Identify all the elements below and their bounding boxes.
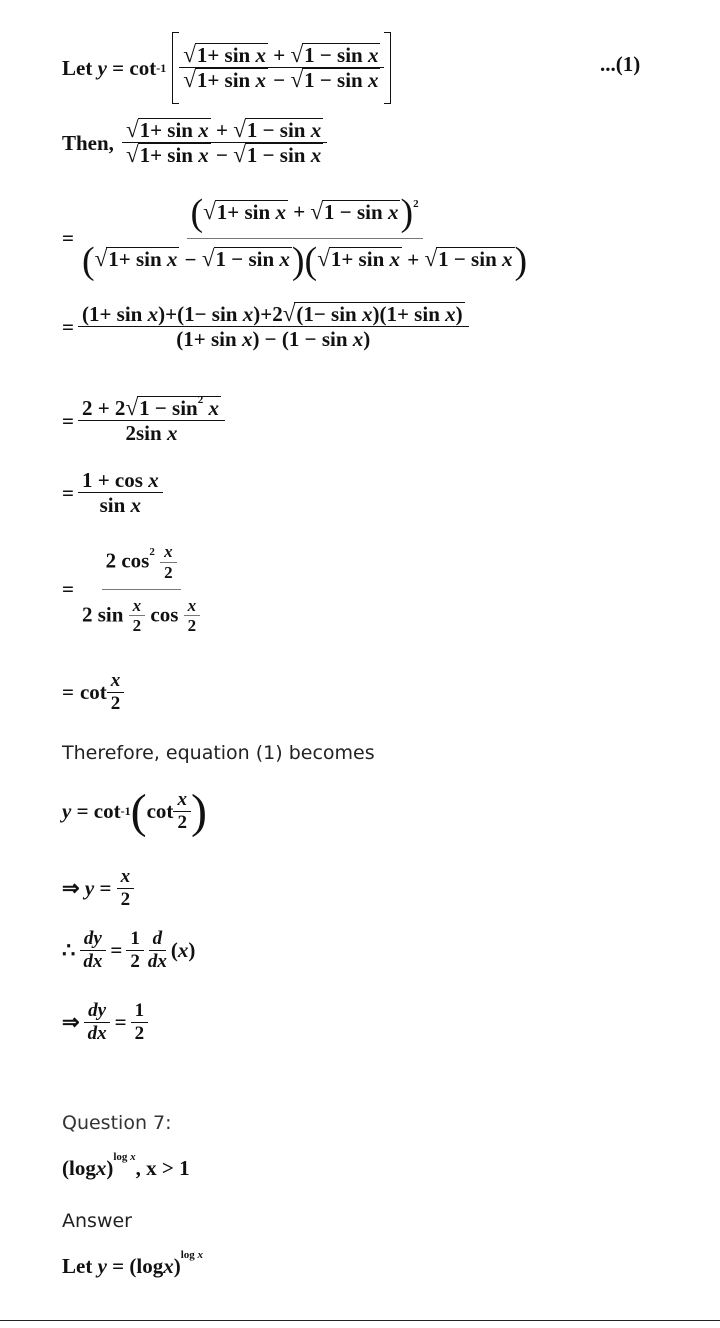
step-y-equals: ⇒ y = $\frac{x}{2}$ — [62, 866, 134, 912]
step-simplified: = 2 + 2 √ $1 - \sin^2 x$ 2sin x — [62, 396, 225, 446]
step-cos: = $\frac{\text{1 + cos x}}{\text{sin x}}$ — [62, 468, 163, 518]
equation-1: Let y = cot -1 √ 1+ sin x + √ 1 − sin x √ 1+ sin x − √ 1 − sin x — [62, 28, 391, 108]
right-bracket — [384, 32, 391, 104]
step-expanded: = (1+ sin x)+(1− sin x)+2 √ (1− sin x)(1+ sin x) (1+ sin x) − (1 − sin x) — [62, 302, 469, 352]
equation-result: y = cot -1 ( cot $\frac{x}{2}$ ) — [62, 785, 207, 838]
step-half-angle: = 2 $\cos^2$ $\frac{x}{2}$ 2 sin $\frac{x}{2}$ cos $\frac{x}{2}$ — [62, 542, 204, 637]
fraction-main: √ 1+ sin x + √ 1 − sin x √ 1+ sin x − √ 1 − sin x — [179, 43, 384, 93]
step-cot: = cot $\frac{x}{2}$ — [62, 670, 124, 716]
bottom-divider — [0, 1320, 720, 1321]
step-derivative: ∴ $\frac{dy}{dx}$ = $\frac{1}{2}$ $\frac{d}{dx}$ ( x ) — [62, 928, 196, 972]
then-label: Then, — [62, 130, 114, 155]
equation-number: ...(1) — [600, 52, 641, 76]
then-line: Then, √ 1+ sin x + √ 1 − sin x √ 1+ sin x − √ 1 − sin x — [62, 118, 327, 168]
answer-label: Answer — [62, 1210, 132, 1232]
left-bracket — [172, 32, 179, 104]
step-final: ⇒ $\frac{dy}{dx}$ = $\frac{1}{2}$ — [62, 1000, 148, 1046]
step-squared: = ( √ 1+ sin x + √ 1 − sin x )$^2$ ( √ 1+ sin x − √ 1 − sin x )( √ 1+ sin x + √ 1 − sin x ) — [62, 192, 528, 282]
question-label: Question 7: — [62, 1112, 172, 1134]
question-expression: (log x ) log x , x > 1 — [62, 1150, 190, 1180]
prose-becomes: Therefore, equation (1) becomes — [62, 742, 375, 764]
answer-let: Let y = (log x ) log x — [62, 1248, 204, 1278]
let-label: Let — [62, 55, 93, 80]
